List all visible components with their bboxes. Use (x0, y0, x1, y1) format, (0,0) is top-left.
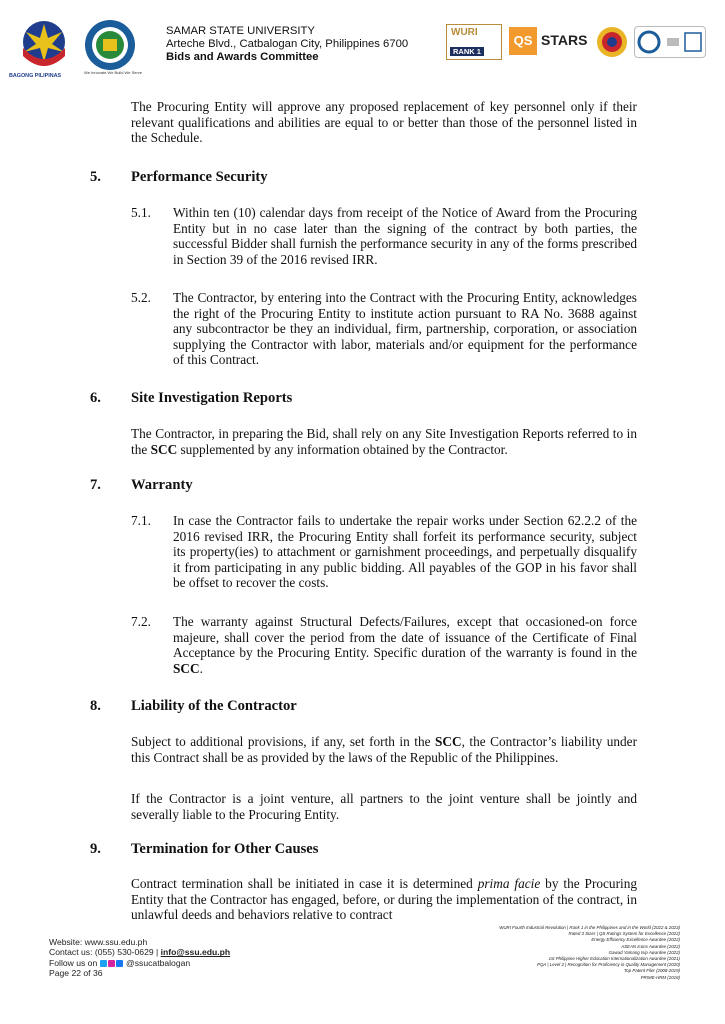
s7-2-text-a: The warranty against Structural Defects/Failures, except that occasioned-on force majeure, shall cover the period from the date of issuance of the Certificate of Final Acceptance by the Procuring Entity. Specific duration of the warranty is found in the (173, 614, 637, 661)
section-7-title: Warranty (131, 477, 193, 493)
s7-2-text-c: . (199, 660, 203, 676)
footer-follow-label: Follow us on (49, 957, 100, 968)
award-item: Gawad Yamang Isip Awardee (2022) (608, 949, 680, 955)
award-item: Top Patent Filer (2008-2019) (624, 968, 680, 974)
section-5-number: 5. (90, 169, 101, 185)
footer-email-link[interactable]: info@ssu.edu.ph (160, 947, 231, 958)
section-9-number: 9. (90, 841, 101, 857)
clause-7-1-text: In case the Contractor fails to undertake the repair works under Section 62.2.2 of the 2016 revised IRR, the Procuring Entity shall forfeit its performance security, subject its property(ies) to attachment or garnishment proceedings, and perpetually disqualify it from participating in any public bidding. All payables of the GOP in his favor shall be offset to recover the costs. (173, 513, 637, 591)
instagram-icon[interactable] (108, 960, 115, 967)
section-8-paragraph-1 (131, 734, 637, 765)
wuri-label: WURI (451, 27, 478, 38)
clause-7-2-number: 7.2. (131, 614, 151, 629)
facebook-icon[interactable] (116, 960, 123, 967)
footer-phone: Contact us: (055) 530-0629 | (49, 947, 161, 958)
university-name: SAMAR STATE UNIVERSITY (166, 25, 315, 37)
s7-2-scc: SCC (173, 660, 200, 676)
s8-p1-a: Subject to additional provisions, if any, set forth in the (131, 734, 435, 749)
ssu-seal-icon (84, 19, 136, 71)
university-block (166, 25, 408, 65)
s9-text-c: by the Procuring Entity that the Contractor has engaged, before, or during the implementation of the contract, in unlawful deeds and behaviors relative to contract (131, 876, 637, 923)
award-item: WURI Fourth Industrial Revolution | Rank 1 in the Philippines and in the World (2022 & 2023) (499, 925, 680, 930)
section-7-number: 7. (90, 477, 101, 493)
section-6-text (131, 426, 637, 457)
footer-website[interactable]: Website: www.ssu.edu.ph (49, 937, 148, 947)
clause-5-2-number: 5.2. (131, 290, 151, 305)
s6-text-a: The Contractor, in preparing the Bid, shall rely on any Site Investigation Reports referred to in the (131, 426, 637, 457)
award-seal-icon (596, 26, 628, 58)
footer-contact-line (49, 947, 230, 957)
clause-7-2-text (173, 614, 637, 676)
footer-contact (49, 937, 230, 979)
s6-text-c: supplemented by any information obtained by the Contractor. (177, 441, 508, 457)
iso-certification-icon (635, 27, 705, 57)
clause-7-1-number: 7.1. (131, 513, 151, 528)
wuri-badge (446, 24, 502, 60)
bagong-pilipinas-logo (14, 18, 74, 76)
award-item: Rated 3 Stars | QS Ratings System for Excellence (2022) (568, 931, 680, 937)
s6-scc: SCC (150, 441, 178, 457)
section-5-title: Performance Security (131, 169, 268, 185)
wuri-rank: RANK 1 (450, 47, 484, 56)
award-item: PRIME-HRM (2018) (640, 974, 680, 980)
twitter-icon[interactable] (100, 960, 107, 967)
accreditation-logos (446, 22, 706, 62)
award-item: Energy Efficiency Excellence Awardee (2022) (591, 937, 680, 943)
award-item: ASEAN Icons Awardee (2022) (621, 943, 680, 949)
award-item: PQA | Level 2 | Recognition for Proficiency in Quality Management (2020) (537, 962, 680, 968)
section-9-title: Termination for Other Causes (131, 841, 319, 857)
section-9-text (131, 876, 637, 923)
section-6-number: 6. (90, 390, 101, 406)
page-number: Page 22 of 36 (49, 968, 103, 979)
ssu-tagline: We Innovate We Build We Serve (84, 70, 143, 75)
clause-5-1-number: 5.1. (131, 205, 151, 220)
award-item: 1st Philippine Higher Education Internationalization Awardee (2021) (548, 956, 680, 962)
qs-stars-label: STARS (541, 32, 588, 48)
intro-paragraph: The Procuring Entity will approve any proposed replacement of key personnel only if their relevant qualifications and abilities are equal to or better than those of the personnel listed in the Schedule. (131, 99, 637, 146)
office-name: Bids and Awards Committee (166, 51, 319, 64)
section-6-title: Site Investigation Reports (131, 390, 293, 406)
clause-5-2-text: The Contractor, by entering into the Contract with the Procuring Entity, acknowledges the right of the Procuring Entity to institute action pursuant to RA No. 3688 against any subcontractor be they an individual, firm, partnership, corporation, or association supplying the Contractor with labor, materials and/or equipment for the performance of this Contract. (173, 290, 637, 368)
university-address: Arteche Blvd., Catbalogan City, Philippines 6700 (166, 38, 409, 51)
s9-prima-facie: prima facie (477, 876, 541, 891)
qs-logo: QS (509, 27, 537, 55)
awards-list (430, 925, 680, 981)
bagong-pilipinas-caption: BAGONG PILIPINAS (9, 73, 62, 79)
section-8-number: 8. (90, 698, 101, 714)
s9-text-a: Contract termination shall be initiated in case it is determined (131, 876, 478, 891)
letterhead (0, 0, 725, 79)
certification-logos (634, 26, 706, 58)
s8-p1-c: , the Contractor’s liability under this Contract shall be as provided by the laws of the Republic of the Philippines. (131, 734, 637, 765)
section-8-paragraph-2: If the Contractor is a joint venture, all partners to the joint venture shall be jointly and severally liable to the Procuring Entity. (131, 791, 637, 822)
clause-5-1-text: Within ten (10) calendar days from receipt of the Notice of Award from the Procuring Entity but in no case later than the signing of the contract by both parties, the successful Bidder shall furnish the performance security in any of the forms prescribed in Section 39 of the 2016 revised IRR. (173, 205, 637, 267)
section-8-title: Liability of the Contractor (131, 698, 297, 714)
s8-scc: SCC (435, 734, 462, 749)
footer-follow-line (49, 958, 230, 968)
footer-handle[interactable]: @ssucatbalogan (126, 957, 191, 968)
